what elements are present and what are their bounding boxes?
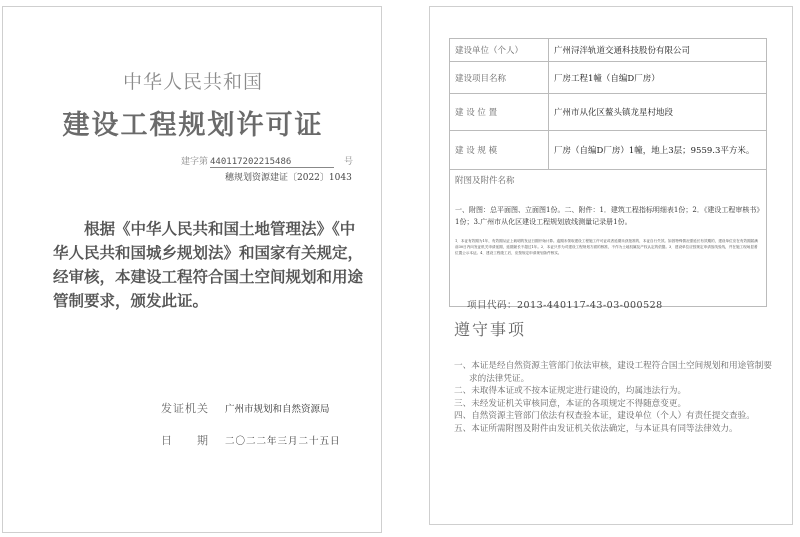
table-row — [450, 94, 767, 131]
table-row — [450, 131, 767, 170]
list-item: 一、本证是经自然资源主管部门依法审核，建设工程符合国土空间规划和用途管制要求的法律凭证。 — [454, 361, 772, 384]
list-item: 三、未经发证机关审核同意，本证的各项规定不得随意变更。 — [454, 398, 687, 409]
table-row — [450, 62, 767, 94]
certificate-reference: 穗规划资源建证〔2022〕1043 — [225, 173, 352, 183]
row-label: 建 设 位 置 — [450, 94, 549, 131]
permit-cover-page — [2, 6, 382, 533]
notes-list — [454, 360, 780, 435]
row-value: 厂房工程1幢（自编D厂房） — [549, 62, 767, 94]
number-prefix: 建字第 — [181, 157, 209, 167]
list-item: 二、未取得本证或不按本证规定进行建设的，均属违法行为。 — [454, 386, 687, 396]
list-item: 四、自然资源主管部门依法有权查验本证，建设单位（个人）有责任提交查验。 — [454, 411, 755, 421]
certificate-statement: 根据《中华人民共和国土地管理法》《中华人民共和国城乡规划法》和国家有关规定，经审核，本建设工程符合国土空间规划和用途管制要求，颁发此证。 — [53, 219, 364, 310]
row-value: 广州市从化区鳌头镇龙星村地段 — [549, 94, 767, 131]
row-label: 建设单位（个人） — [450, 39, 549, 62]
row-label: 建设项目名称 — [450, 62, 549, 94]
certificate-title: 建设工程规划许可证 — [62, 110, 324, 141]
issuer-value: 广州市规划和自然资源局 — [225, 404, 330, 415]
row-value: 广州浔泮轨道交通科技股份有限公司 — [549, 39, 767, 62]
issuer-row — [161, 400, 330, 416]
row-value: 厂房（自编D厂房）1幢，地上3层；9559.3平方米。 — [549, 131, 767, 170]
project-code: 项目代码：2013-440117-43-03-000528 — [467, 300, 663, 311]
number-suffix: 号 — [344, 157, 354, 167]
project-info-table — [449, 38, 767, 307]
country-name: 中华人民共和国 — [122, 71, 263, 93]
certificate-number: 440117202215486 — [210, 157, 334, 168]
attachments-label: 附图及附件名称 — [455, 176, 515, 186]
date-row — [161, 432, 341, 448]
row-label: 建 设 规 模 — [450, 131, 549, 170]
table-row — [450, 39, 767, 62]
attachments-cell — [450, 170, 767, 307]
attachments-text: 一、附图：总平面图、立面图1份。二、附件：1．建筑工程指标明细表1份；2．《建设工程审核书》1份；3.广州市从化区建设工程规划放线测量记录册1份。 — [455, 206, 760, 226]
issuer-label: 发证机关 — [161, 402, 209, 415]
certificate-number-row — [181, 154, 353, 168]
table-row — [450, 170, 767, 307]
permit-detail-page — [429, 6, 793, 525]
attachments-fine-print: 1．本证有效期为1年，有效期从证上载明的发证日期开始计算。逾期未领取建设工程施工许可证或者延期未获批准的，本证自行失效。如因特殊情况需延长有效期的，建设单位应在有效期届满前30日内向发证机关申请延期，延期最长不超过1年。2．本证只作为对建设工程规划方面的核准，不作为土地权属及产权认定的依据。3．建设单位应按规定申请放线验线，并在施工现场显著位置公示本证。4．建设工程竣工后，应按规定申请规划条件核实。 — [455, 239, 758, 255]
list-item: 五、本证所需附图及附件由发证机关依法确定，与本证具有同等法律效力。 — [454, 423, 738, 434]
notes-title: 遵守事项 — [454, 320, 527, 339]
date-value: 二〇二二年三月二十五日 — [225, 436, 341, 447]
date-label: 日 期 — [161, 434, 209, 447]
